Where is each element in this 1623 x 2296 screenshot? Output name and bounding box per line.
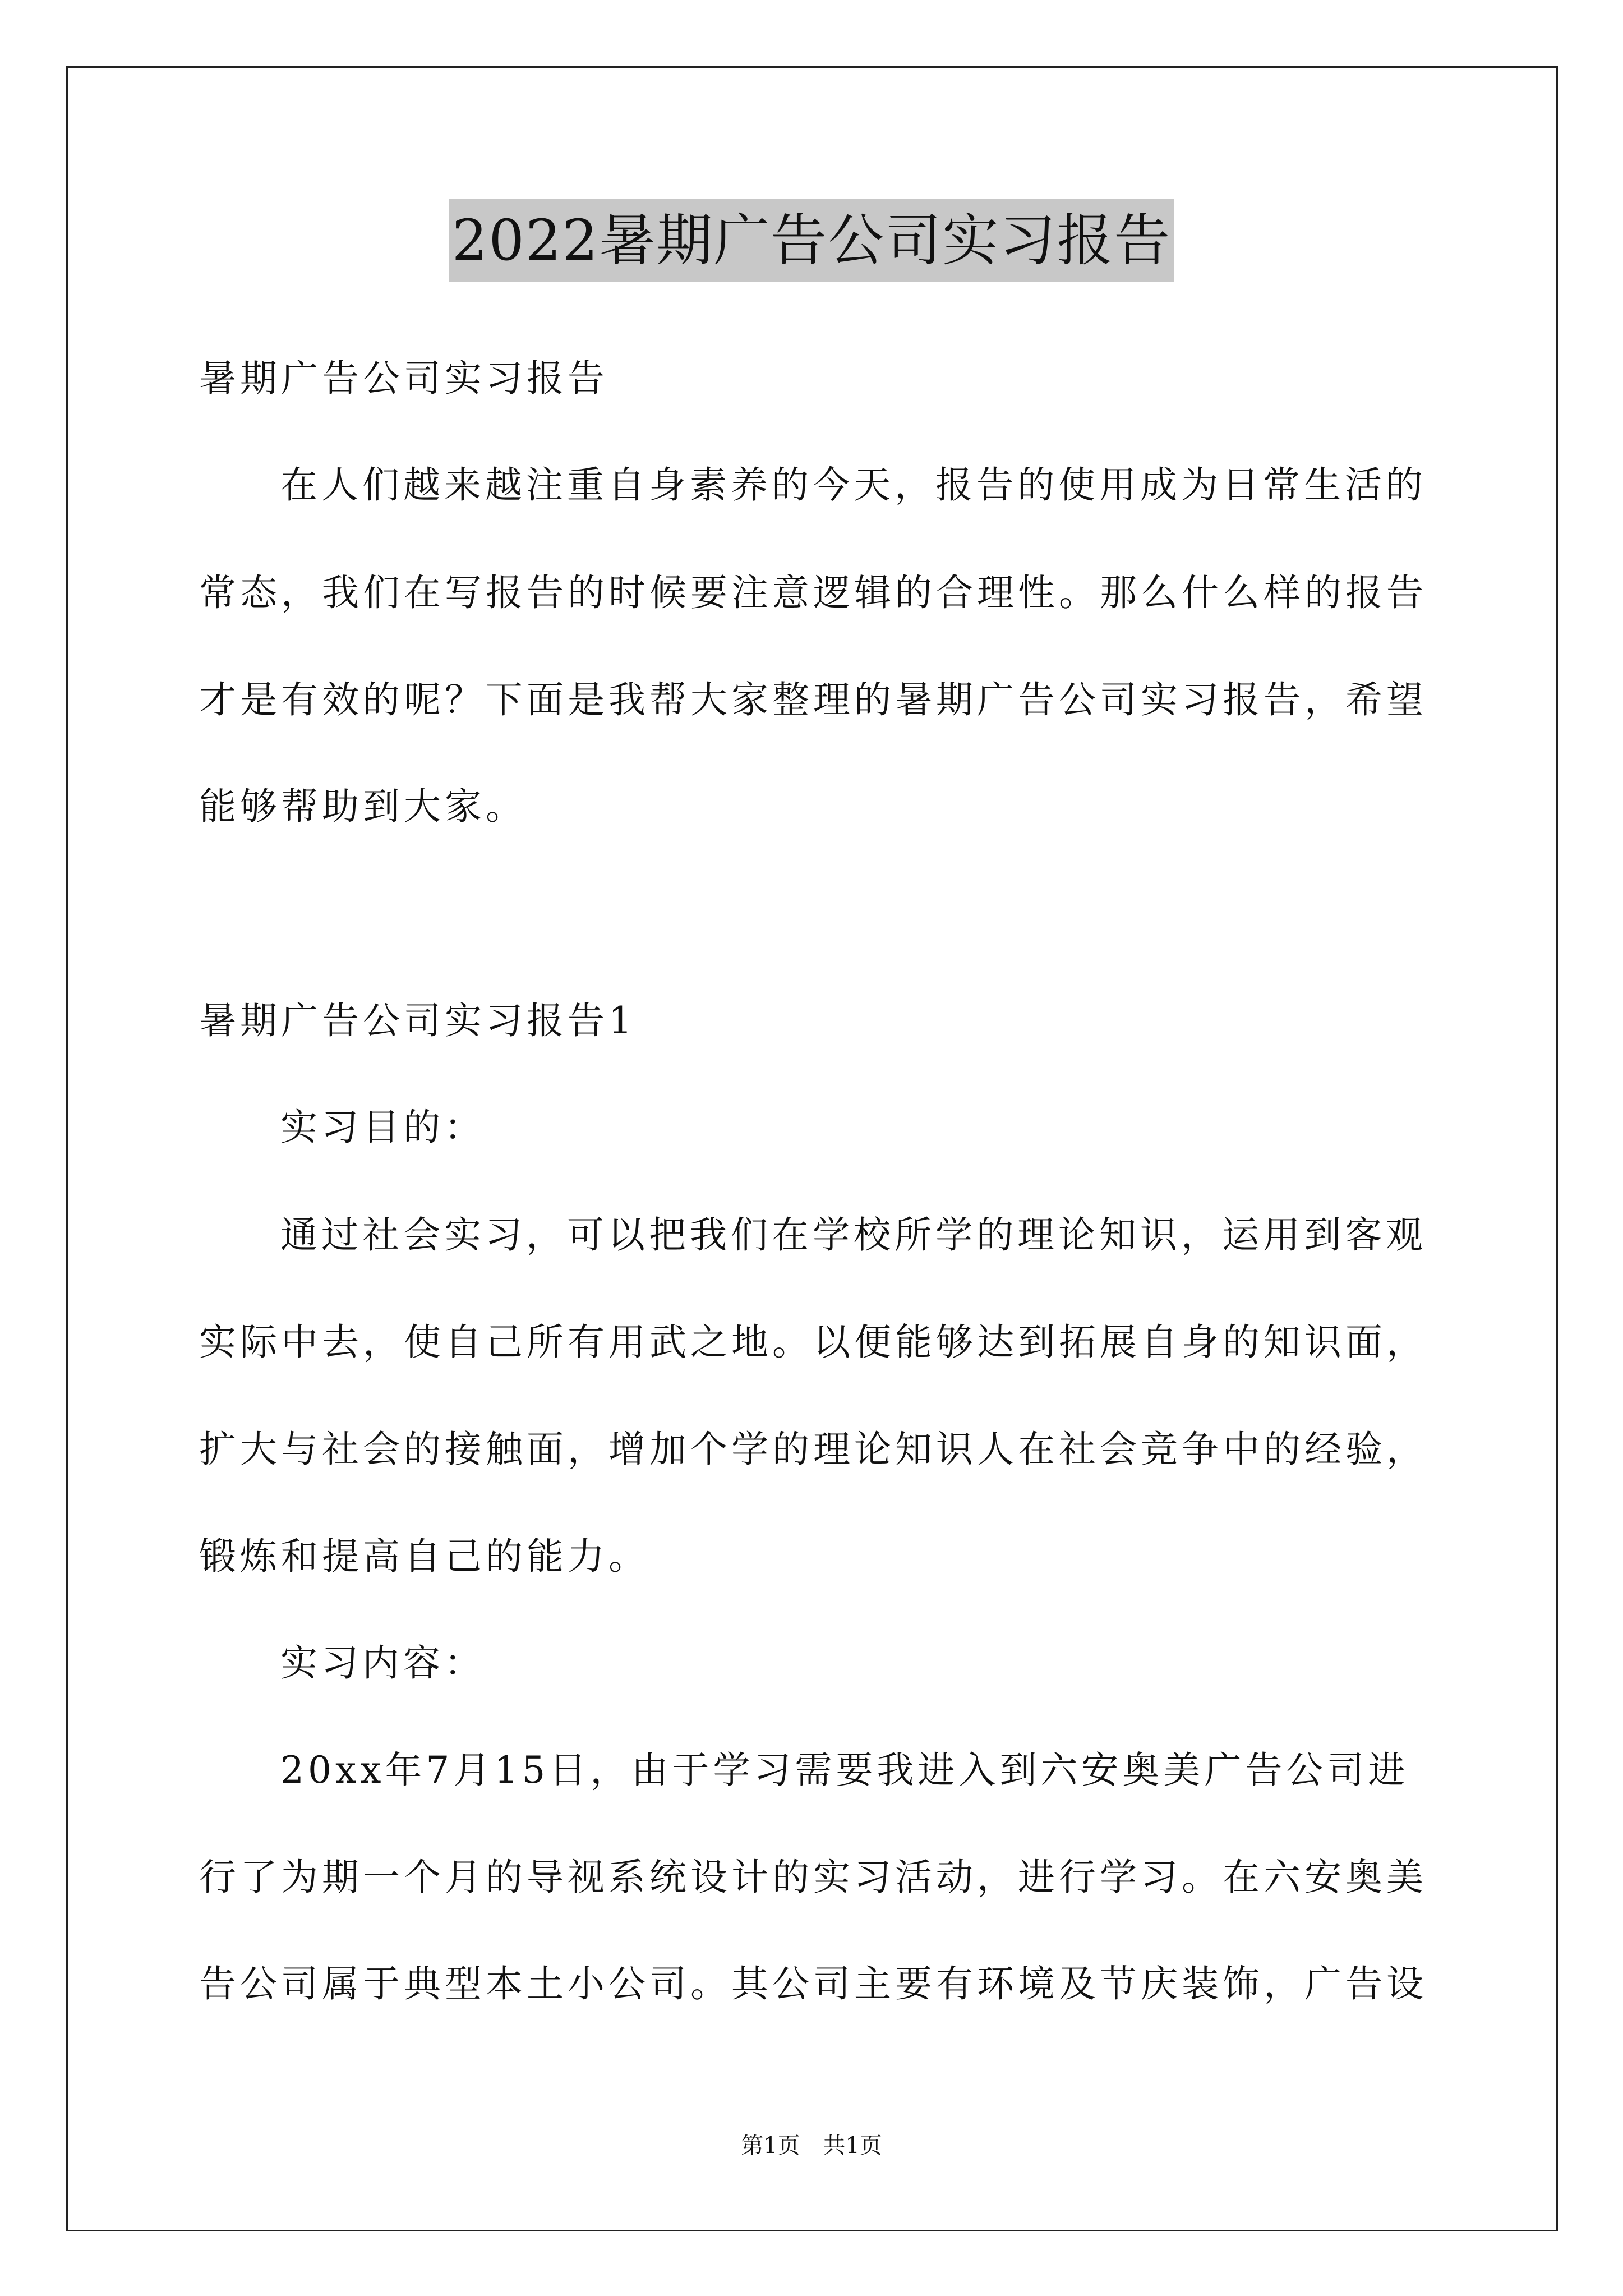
purpose-label: 实习目的： xyxy=(280,1106,485,1149)
section-heading: 暑期广告公司实习报告1 xyxy=(199,999,636,1042)
content-label: 实习内容： xyxy=(280,1641,485,1685)
content-line: 20xx年7月15日，由于学习需要我进入到六安奥美广告公司进 xyxy=(280,1749,1409,1792)
title-container xyxy=(0,199,1623,282)
purpose-line: 扩大与社会的接触面，增加个学的理论知识人在社会竞争中的经验， xyxy=(199,1428,1427,1471)
page-total: 共1页 xyxy=(823,2133,882,2159)
page-number: 第1页 xyxy=(741,2133,800,2159)
document-subtitle: 暑期广告公司实习报告 xyxy=(199,357,608,400)
content-line: 行了为期一个月的导视系统设计的实习活动，进行学习。在六安奥美 xyxy=(199,1856,1427,1899)
intro-line: 才是有效的呢？下面是我帮大家整理的暑期广告公司实习报告，希望 xyxy=(199,678,1427,721)
intro-line: 能够帮助到大家。 xyxy=(199,785,527,828)
document-title: 2022暑期广告公司实习报告 xyxy=(449,199,1175,282)
purpose-line: 实际中去，使自己所有用武之地。以便能够达到拓展自身的知识面， xyxy=(199,1320,1427,1364)
purpose-line: 锻炼和提高自己的能力。 xyxy=(199,1535,649,1578)
intro-line: 在人们越来越注重自身素养的今天，报告的使用成为日常生活的 xyxy=(280,463,1427,507)
purpose-line: 通过社会实习，可以把我们在学校所学的理论知识，运用到客观 xyxy=(280,1213,1427,1257)
page-footer xyxy=(0,2132,1623,2160)
intro-line: 常态，我们在写报告的时候要注意逻辑的合理性。那么什么样的报告 xyxy=(199,571,1427,614)
content-line: 告公司属于典型本土小公司。其公司主要有环境及节庆装饰，广告设 xyxy=(199,1962,1427,2005)
